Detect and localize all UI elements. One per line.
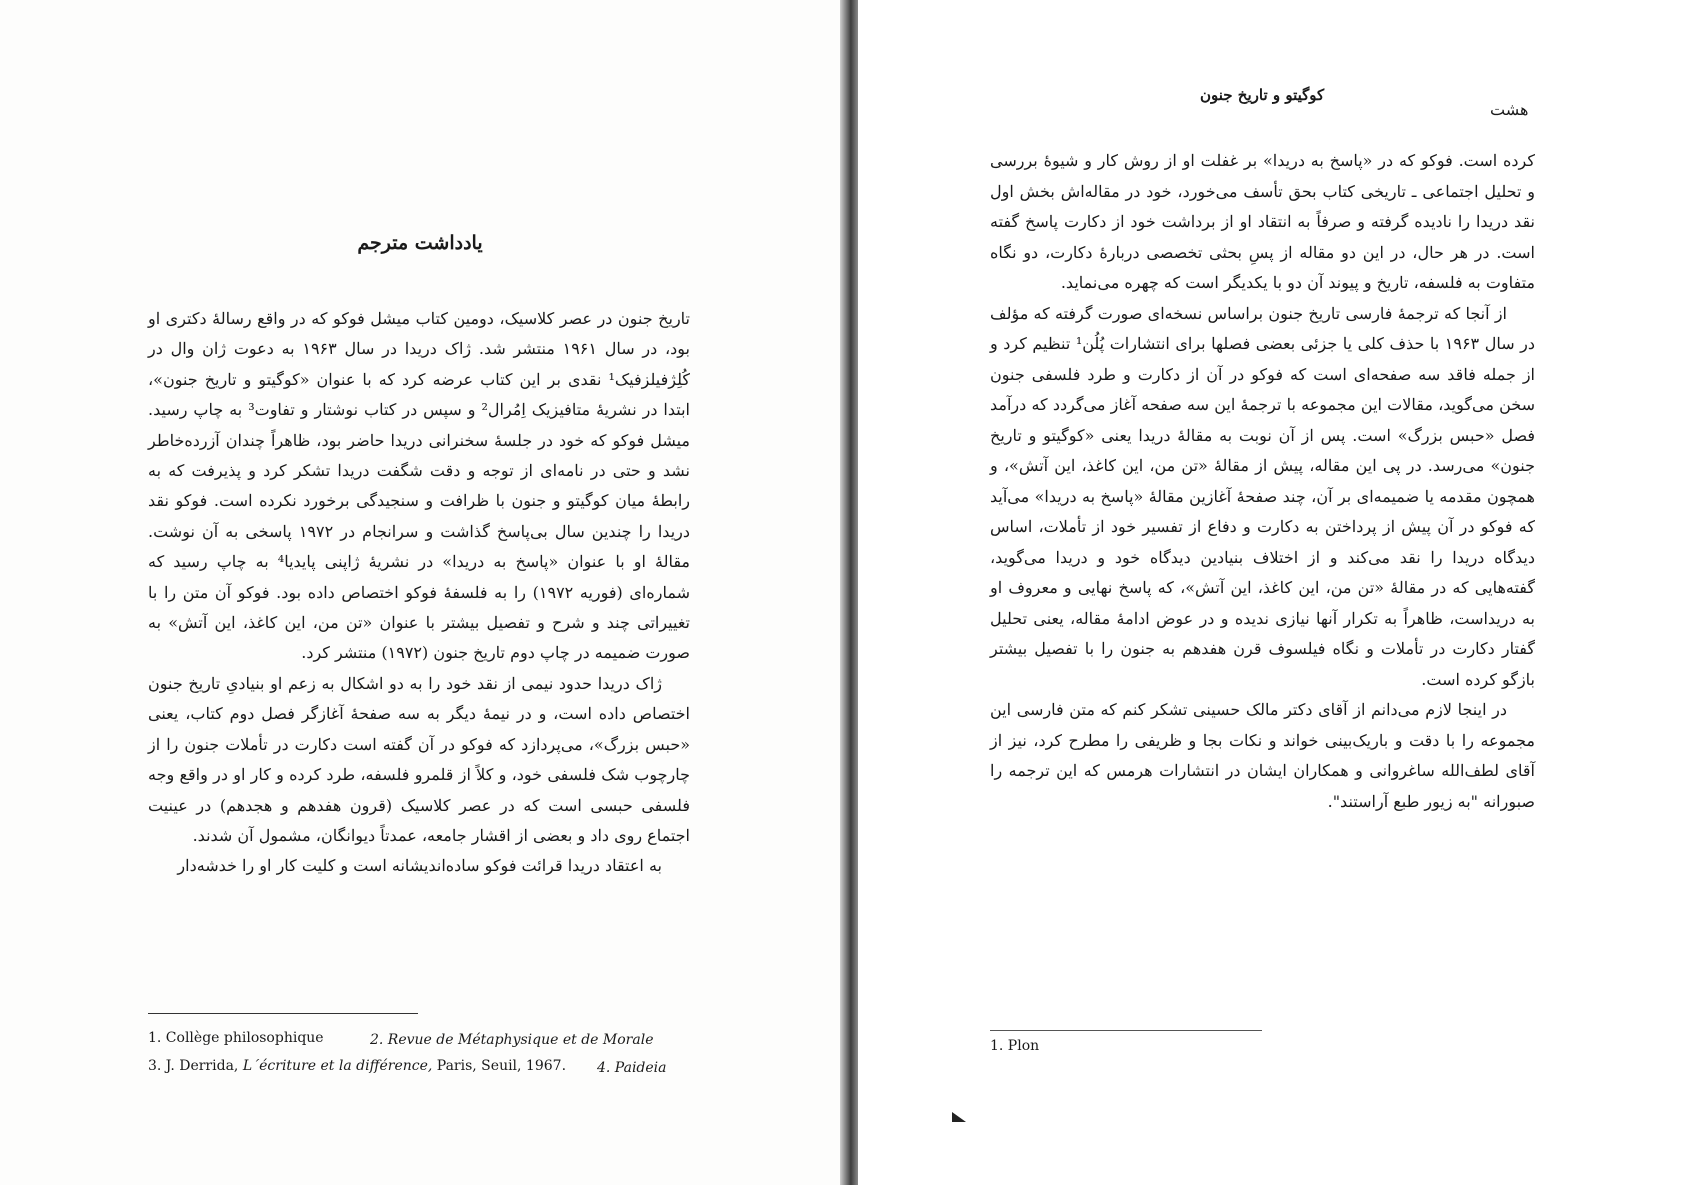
footnote-1: 1. Collège philosophique: [148, 1030, 324, 1046]
section-title: یادداشت مترجم: [357, 232, 483, 254]
left-body-text: [148, 304, 690, 882]
left-page: [0, 0, 840, 1185]
footnote-3-suffix: Paris, Seuil, 1967.: [432, 1058, 567, 1074]
paragraph: کرده است. فوکو که در «پاسخ به دریدا» بر غفلت او از روش کار و شیوهٔ بررسی و تحلیل اجتماعی ـ تاریخی کتاب بحق تأسف می‌خورد، خود در مقاله‌اش بخش اول نقد دریدا را نادیده گرفته و صرفاً به انتقاد او از برداشت خود از دکارت پاسخ گفته است. در هر حال، در این دو مقاله از پسِ بحثی تخصصی دربارهٔ دکارت، دو نگاه متفاوت به فلسفه، تاریخ و پیوند آن دو با یکدیگر است که چهره می‌نماید.: [990, 151, 1535, 292]
footnote-2: 2. Revue de Métaphysique et de Morale: [370, 1032, 654, 1048]
page-number: هشت: [1490, 100, 1529, 119]
footnote-3: [148, 1058, 566, 1074]
page-corner-mark-icon: [952, 1112, 966, 1122]
footnote-divider: [148, 1013, 418, 1014]
paragraph: ژاک دریدا حدود نیمی از نقد خود را به دو اشکال به زعم او بنیادیِ تاریخ جنون اختصاص داده است، و در نیمهٔ دیگر به سه صفحهٔ آغازگر فصل دوم کتاب، یعنی «حبس بزرگ»، می‌پردازد که فوکو در آن گفته است دکارت در تأملات جنون را از چارچوب شک فلسفی خود، و کلاً از قلمرو فلسفه، طرد کرده و کار او در واقع وجه فلسفی حبسی است که در عصر کلاسیک (قرون هفدهم و هجدهم) در عینیت اجتماع روی داد و بعضی از اقشار جامعه، عمدتاً دیوانگان، مشمول آن شدند.: [148, 673, 690, 845]
footnote-3-prefix: 3. J. Derrida,: [148, 1058, 243, 1074]
footnote-divider: [990, 1030, 1262, 1031]
footnote-plon: 1. Plon: [990, 1038, 1040, 1054]
running-head: کوگیتو و تاریخ جنون: [1200, 86, 1325, 104]
paragraph: به اعتقاد دریدا قرائت فوکو ساده‌اندیشانه است و کلیت کار او را خدشه‌دار: [177, 856, 662, 876]
paragraph: تاریخ جنون در عصر کلاسیک، دومین کتاب میشل فوکو که در واقع رسالهٔ دکتری او بود، در سال ۱۹۶۱ منتشر شد. ژاک دریدا در سال ۱۹۶۳ به دعوت ژان وال در کُلِژفیلزفیک¹ نقدی بر این کتاب عرضه کرد که با عنوان «کوگیتو و تاریخ جنون»، ابتدا در نشریهٔ متافیزیک اِمُرال² و سپس در کتاب نوشتار و تفاوت³ به چاپ رسید. میشل فوکو که خود در جلسهٔ سخنرانی دریدا حاضر بود، ظاهراً چندان آزرده‌خاطر نشد و حتی در نامه‌ای از توجه و دقت شگفت دریدا تشکر کرد و پذیرفت که به رابطهٔ میان کوگیتو و جنون با ظرافت و سنجیدگی برخورد نکرده است. فوکو نقد دریدا را چندین سال بی‌پاسخ گذاشت و سرانجام در ۱۹۷۲ پاسخی به آن نوشت. مقالهٔ او با عنوان «پاسخ به دریدا» در نشریهٔ ژاپنی پایدیا⁴ به چاپ رسید که شماره‌ای (فوریه ۱۹۷۲) را به فلسفهٔ فوکو اختصاص داده بود. فوکو آن متن را با تغییراتی چند و شرح و تفصیل بیشتر با عنوان «تن من، این کاغذ، این آتش» به صورت ضمیمه در چاپ دوم تاریخ جنون (۱۹۷۲) منتشر کرد.: [148, 309, 691, 663]
paragraph: در اینجا لازم می‌دانم از آقای دکتر مالک حسینی تشکر کنم که متن فارسی این مجموعه را با دقت و باریک‌بینی خواند و نکات بجا و ظریفی را مطرح کرد، نیز از آقای لطف‌الله ساغروانی و همکاران ایشان در انتشارات هرمس که این ترجمه را صبورانه "به زیور طبع آراستند".: [990, 700, 1535, 811]
right-body-text: [990, 146, 1535, 817]
footnote-4: 4. Paideia: [597, 1060, 667, 1076]
book-gutter: [840, 0, 858, 1185]
paragraph: از آنجا که ترجمهٔ فارسی تاریخ جنون براساس نسخه‌ای صورت گرفته که مؤلف در سال ۱۹۶۳ با حذف کلی یا جزئی بعضی فصلها برای انتشارات پُلُن¹ تنظیم کرد و از جمله فاقد سه صفحه‌ای است که فوکو در آن از دکارت و طرد فلسفی جنون سخن می‌گوید، مقالات این مجموعه با ترجمهٔ این سه صفحه آغاز می‌گردد که درآمد فصل «حبس بزرگ» است. پس از آن نوبت به مقالهٔ دریدا یعنی «کوگیتو و تاریخ جنون» می‌رسد. در پی این مقاله، پیش از مقالهٔ «تن من، این کاغذ، این آتش»، و همچون مقدمه یا ضمیمه‌ای بر آن، چند صفحهٔ آغازین مقالهٔ «پاسخ به دریدا» می‌آید که فوکو در آن پیش از پرداختن به دکارت و دفاع از تفسیر خود از تأملات، اساس دیدگاه دریدا را نقد می‌کند و از اختلاف بنیادین دیدگاه خود و دریدا می‌گوید، گفته‌هایی که در مقالهٔ «تن من، این کاغذ، این آتش»، که پاسخ نهایی و معروف او به دریداست، ظاهراً به تکرار آنها نیازی ندیده و در عوض ادامهٔ مقاله، یعنی تحلیل گفتار دکارت در تأملات و نگاه فیلسوف قرن هفدهم به جنون را با تفصیل بیشتر بازگو کرده است.: [990, 303, 1535, 689]
footnote-3-title: L´écriture et la différence,: [242, 1058, 433, 1074]
